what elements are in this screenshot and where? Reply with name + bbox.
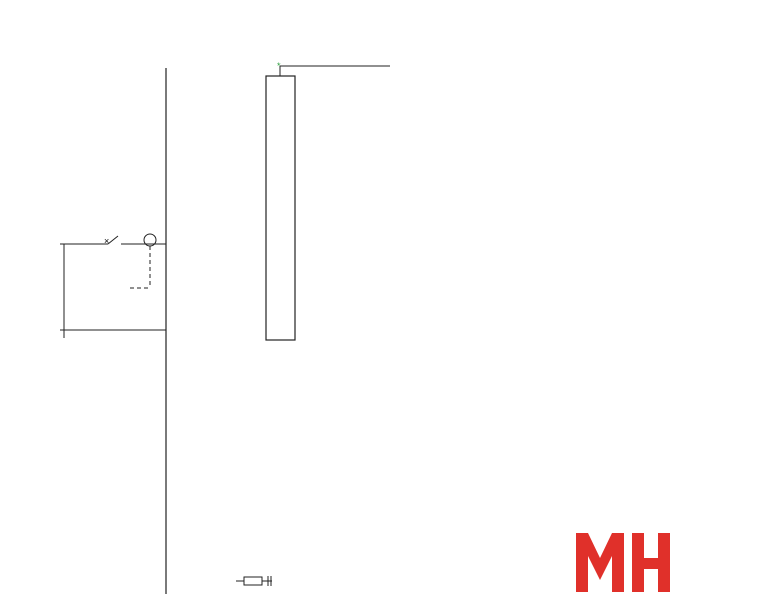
spd-box: [244, 577, 262, 585]
mh-logo-mark: [576, 533, 670, 592]
main-breaker-cross: ×: [104, 236, 110, 246]
watermark-logo: [576, 533, 670, 592]
main-feeder: [60, 68, 166, 594]
control-module: [266, 61, 390, 340]
bus-marker: *: [277, 61, 281, 71]
tx-module-box: [266, 76, 295, 340]
surge-protector: [236, 576, 272, 586]
